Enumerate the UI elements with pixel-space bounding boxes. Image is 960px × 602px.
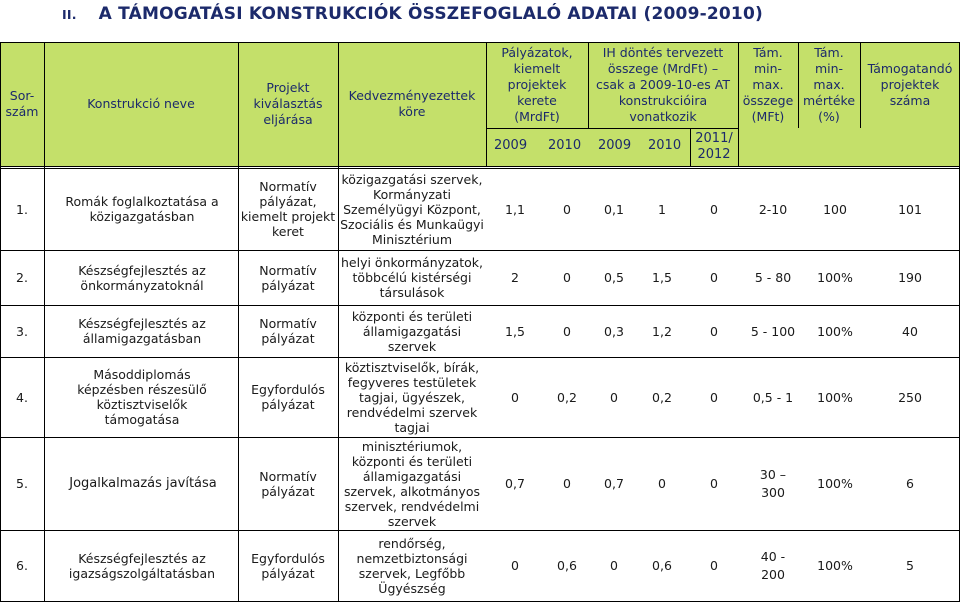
row-projektek-szama: 5 (906, 558, 914, 573)
row-sorszam: 5. (16, 476, 28, 491)
row-ih2009: 0,1 (604, 201, 624, 217)
header-year-p2010: 2010 (548, 138, 582, 153)
row-ih2011: 0 (710, 476, 718, 491)
grid-line (486, 128, 738, 129)
row-tam-mertek: 100% (817, 389, 853, 405)
header-year-ih2011: 2011/ 2012 (695, 131, 733, 162)
row-kedvezmenyezettek: minisztériumok, központi és területi államigazgatási szervek, alkotmányos szervek, rendvédelmi szervek (344, 438, 480, 529)
row-tam-mertek: 100% (817, 270, 853, 285)
row-eljaras: Normatív pályázat, kiemelt projekt keret (240, 179, 336, 239)
title-text: A TÁMOGATÁSI KONSTRUKCIÓK ÖSSZEFOGLALÓ ADATAI (2009-2010) (98, 4, 763, 24)
page-title (62, 4, 763, 24)
row-ih2010: 1,5 (652, 270, 672, 285)
row-tam-osszeg: 40 - 200 (760, 548, 786, 582)
row-tam-osszeg: 2-10 (758, 201, 788, 217)
row-eljaras: Normatív pályázat (259, 316, 317, 346)
row-ih2011: 0 (710, 389, 718, 405)
grid-line (238, 42, 239, 602)
row-p2010: 0,2 (557, 389, 577, 405)
row-projektek-szama: 101 (898, 201, 922, 217)
row-eljaras: Egyfordulós pályázat (251, 382, 325, 412)
grid-line (0, 166, 960, 167)
row-p2010: 0 (563, 476, 571, 491)
row-p2010: 0 (563, 323, 571, 339)
row-tam-mertek: 100% (817, 558, 853, 573)
row-sorszam: 4. (16, 389, 28, 405)
row-tam-osszeg: 30 – 300 (759, 466, 787, 500)
row-kedvezmenyezettek: köztisztviselők, bírák, fegyveres testületek tagjai, ügyészek, rendvédelmi szervek tagjai (344, 359, 480, 435)
row-ih2011: 0 (710, 323, 718, 339)
header-kedvezmenyezettek: Kedvezményezettek köre (348, 88, 476, 119)
row-p2009: 0 (511, 558, 519, 573)
header-konstrukcio: Konstrukció neve (87, 96, 195, 111)
grid-line (738, 42, 739, 166)
row-projektek-szama: 250 (898, 389, 922, 405)
row-p2009: 0,7 (505, 476, 525, 491)
header-tam-osszeg: Tám. min- max. összege (MFt) (742, 45, 794, 124)
row-eljaras: Egyfordulós pályázat (251, 550, 325, 581)
row-ih2009: 0,3 (604, 323, 624, 339)
row-tam-osszeg: 5 - 100 (750, 323, 796, 339)
row-p2009: 1,5 (505, 323, 525, 339)
header-ih-dontes: IH döntés tervezett összege (MrdFt) – csak a 2009-10-es AT konstrukcióira vonatkozik (595, 45, 731, 124)
grid-line (0, 42, 960, 43)
row-konstrukcio: Romák foglalkoztatása a közigazgatásban (65, 194, 219, 224)
grid-line (44, 42, 45, 602)
header-year-ih2010: 2010 (648, 138, 682, 153)
row-p2010: 0 (563, 270, 571, 285)
row-p2009: 2 (511, 270, 519, 285)
row-eljaras: Normatív pályázat (259, 468, 317, 499)
row-kedvezmenyezettek: közigazgatási szervek, Kormányzati Személyügyi Központ, Szociális és Munkaügyi Minisztérium (340, 171, 484, 247)
row-ih2011: 0 (710, 270, 718, 285)
row-ih2010: 1 (658, 201, 666, 217)
row-p2009: 0 (511, 389, 519, 405)
row-konstrukcio: Másoddiplomás képzésben részesülő köztisztviselők támogatása (77, 367, 207, 427)
grid-line (588, 42, 589, 128)
header-sorszam: Sor- szám (5, 88, 39, 119)
title-number: II. (62, 7, 77, 22)
row-kedvezmenyezettek: rendőrség, nemzetbiztonsági szervek, Legfőbb Ügyészség (356, 535, 468, 596)
grid-line (690, 128, 691, 166)
header-palyazatok: Pályázatok, kiemelt projektek kerete (MrdFt) (501, 45, 573, 124)
row-tam-mertek: 100% (817, 476, 853, 491)
row-konstrukcio: Készségfejlesztés az igazságszolgáltatásban (68, 550, 216, 581)
header-kivalasztas: Projekt kiválasztás eljárása (253, 80, 323, 127)
header-tam-mertek: Tám. min- max. mértéke (%) (802, 45, 856, 124)
row-ih2010: 0,6 (652, 558, 672, 573)
row-ih2009: 0,7 (604, 476, 624, 491)
row-ih2011: 0 (710, 558, 718, 573)
row-tam-osszeg: 0,5 - 1 (752, 389, 794, 405)
grid-line (338, 42, 339, 602)
header-year-p2009: 2009 (494, 138, 528, 153)
row-ih2009: 0 (610, 389, 618, 405)
grid-line (486, 42, 487, 166)
row-projektek-szama: 6 (906, 476, 914, 491)
row-ih2010: 0 (658, 476, 666, 491)
row-kedvezmenyezettek: központi és területi államigazgatási szervek (351, 308, 473, 354)
row-tam-mertek: 100 (823, 201, 847, 217)
header-year-ih2009: 2009 (598, 138, 632, 153)
grid-line (798, 42, 799, 128)
row-tam-osszeg: 5 - 80 (754, 270, 792, 285)
row-tam-mertek: 100% (817, 323, 853, 339)
row-sorszam: 2. (16, 270, 28, 285)
row-ih2009: 0 (610, 558, 618, 573)
row-p2010: 0,6 (557, 558, 577, 573)
row-konstrukcio: Készségfejlesztés az önkormányzatoknál (78, 262, 206, 293)
grid-line (860, 42, 861, 128)
header-tamogatando: Támogatandó projektek száma (867, 61, 953, 108)
row-ih2009: 0,5 (604, 270, 624, 285)
row-projektek-szama: 40 (902, 323, 918, 339)
row-p2009: 1,1 (505, 201, 525, 217)
row-sorszam: 6. (16, 558, 28, 573)
row-ih2010: 0,2 (652, 389, 672, 405)
row-konstrukcio: Készségfejlesztés az államigazgatásban (78, 316, 206, 346)
row-konstrukcio: Jogalkalmazás javítása (69, 476, 217, 491)
row-kedvezmenyezettek: helyi önkormányzatok, többcélú kistérségi társulások (341, 255, 483, 300)
row-ih2011: 0 (710, 201, 718, 217)
row-p2010: 0 (563, 201, 571, 217)
row-sorszam: 3. (16, 323, 28, 339)
row-eljaras: Normatív pályázat (259, 262, 317, 293)
row-projektek-szama: 190 (898, 270, 922, 285)
row-sorszam: 1. (16, 201, 28, 217)
row-ih2010: 1,2 (652, 323, 672, 339)
